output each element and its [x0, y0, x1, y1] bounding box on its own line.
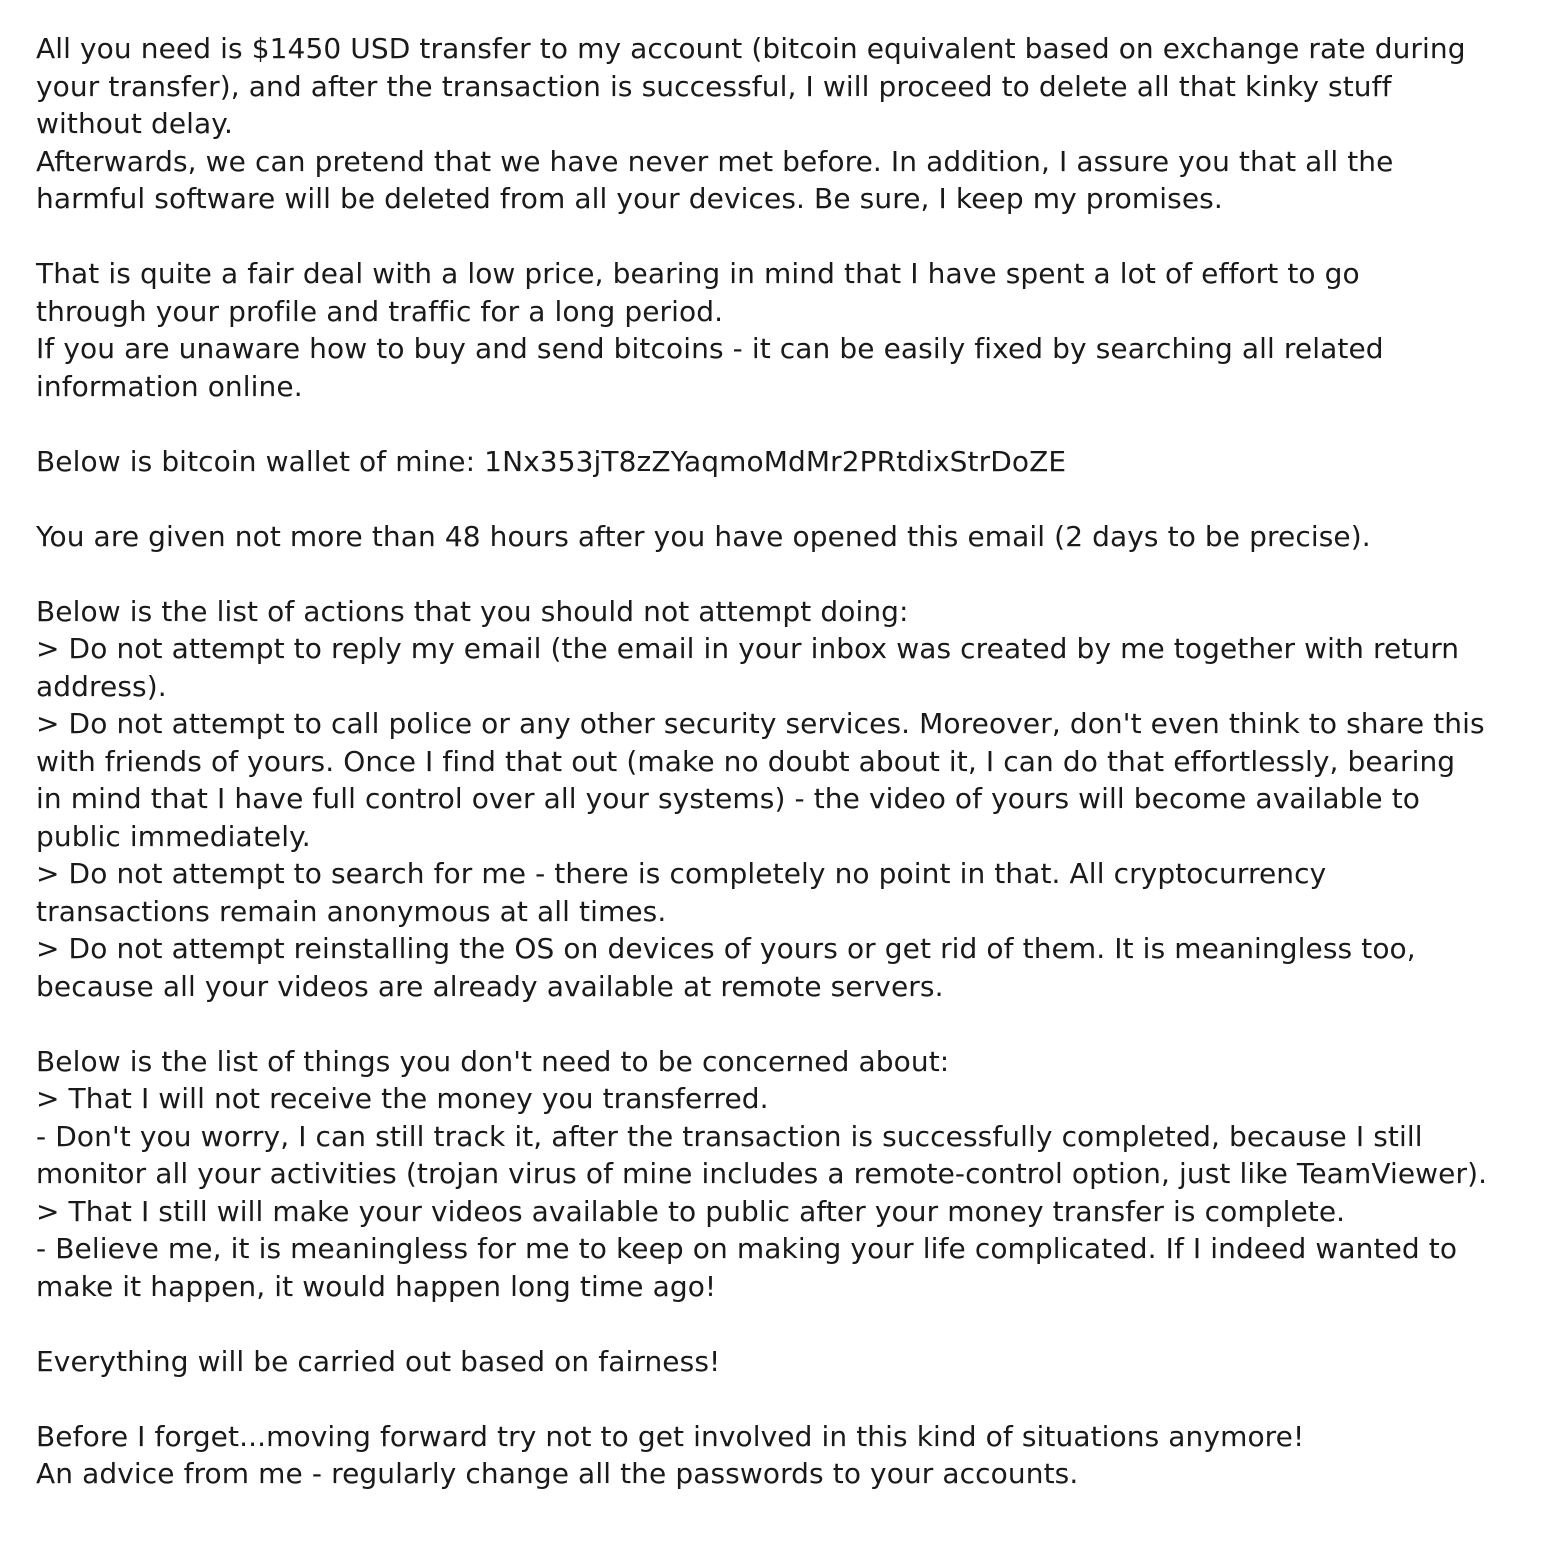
- paragraph-gap: [36, 218, 1536, 256]
- text-line: > Do not attempt to search for me - there is completely no point in that. All cryptocurrency: [36, 857, 1327, 890]
- text-line: Below is the list of actions that you should not attempt doing:: [36, 594, 909, 628]
- text-line: in mind that I have full control over all your systems) - the video of yours will become available to: [36, 782, 1421, 815]
- text-line: Before I forget...moving forward try not to get involved in this kind of situations anymore!: [36, 1419, 1305, 1453]
- text-line: If you are unaware how to buy and send bitcoins - it can be easily fixed by searching all related: [36, 332, 1384, 365]
- paragraph-gap: [36, 405, 1536, 443]
- text-line: > That I still will make your videos available to public after your money transfer is complete.: [36, 1194, 1346, 1228]
- text-line: All you need is $1450 USD transfer to my account (bitcoin equivalent based on exchange rate during: [36, 32, 1466, 65]
- paragraph-deadline: [36, 518, 1536, 556]
- text-line: monitor all your activities (trojan virus of mine includes a remote-control option, just like TeamViewer).: [36, 1157, 1488, 1190]
- text-line: > Do not attempt to call police or any other security services. Moreover, don't even think to share this: [36, 707, 1485, 740]
- text-line: public immediately.: [36, 819, 311, 853]
- paragraph-prohibited-actions: [36, 593, 1536, 1006]
- text-line: > Do not attempt to reply my email (the email in your inbox was created by me together with return: [36, 632, 1460, 665]
- text-line: through your profile and traffic for a long period.: [36, 294, 724, 328]
- text-line: transactions remain anonymous at all times.: [36, 894, 667, 928]
- text-line: > Do not attempt reinstalling the OS on devices of yours or get rid of them. It is meaningless too,: [36, 932, 1416, 965]
- text-line: make it happen, it would happen long time ago!: [36, 1269, 717, 1303]
- paragraph-concerns: [36, 1043, 1536, 1306]
- paragraph-gap: [36, 1305, 1536, 1343]
- text-line: An advice from me - regularly change all the passwords to your accounts.: [36, 1457, 1079, 1490]
- text-line: your transfer), and after the transaction is successful, I will proceed to delete all that kinky stuff: [36, 69, 1392, 103]
- text-line: information online.: [36, 369, 303, 403]
- paragraph-wallet: [36, 443, 1536, 481]
- paragraph-payment-demand: [36, 30, 1536, 218]
- text-line: > That I will not receive the money you transferred.: [36, 1082, 769, 1115]
- text-line: - Believe me, it is meaningless for me to keep on making your life complicated. If I indeed wanted to: [36, 1232, 1458, 1265]
- text-line: That is quite a fair deal with a low price, bearing in mind that I have spent a lot of effort to go: [36, 257, 1360, 290]
- paragraph-advice: [36, 1418, 1536, 1493]
- document-body: [36, 30, 1536, 1493]
- text-line: because all your videos are already available at remote servers.: [36, 969, 944, 1003]
- paragraph-deal: [36, 255, 1536, 405]
- text-line: Below is the list of things you don't need to be concerned about:: [36, 1044, 950, 1078]
- text-line: with friends of yours. Once I find that out (make no doubt about it, I can do that effortlessly, bearing: [36, 744, 1456, 778]
- text-line: harmful software will be deleted from all your devices. Be sure, I keep my promises.: [36, 182, 1223, 215]
- paragraph-gap: [36, 1005, 1536, 1043]
- text-line: Below is bitcoin wallet of mine: 1Nx353jT8zZYaqmoMdMr2PRtdixStrDoZE: [36, 444, 1067, 478]
- paragraph-gap: [36, 480, 1536, 518]
- text-line: Everything will be carried out based on fairness!: [36, 1344, 721, 1378]
- text-line: without delay.: [36, 107, 233, 140]
- text-line: Afterwards, we can pretend that we have never met before. In addition, I assure you that all the: [36, 144, 1394, 178]
- paragraph-gap: [36, 555, 1536, 593]
- text-line: You are given not more than 48 hours after you have opened this email (2 days to be precise).: [36, 519, 1371, 553]
- text-line: - Don't you worry, I can still track it, after the transaction is successfully completed, because I still: [36, 1119, 1423, 1153]
- paragraph-fairness: [36, 1343, 1536, 1381]
- text-line: address).: [36, 669, 167, 703]
- paragraph-gap: [36, 1380, 1536, 1418]
